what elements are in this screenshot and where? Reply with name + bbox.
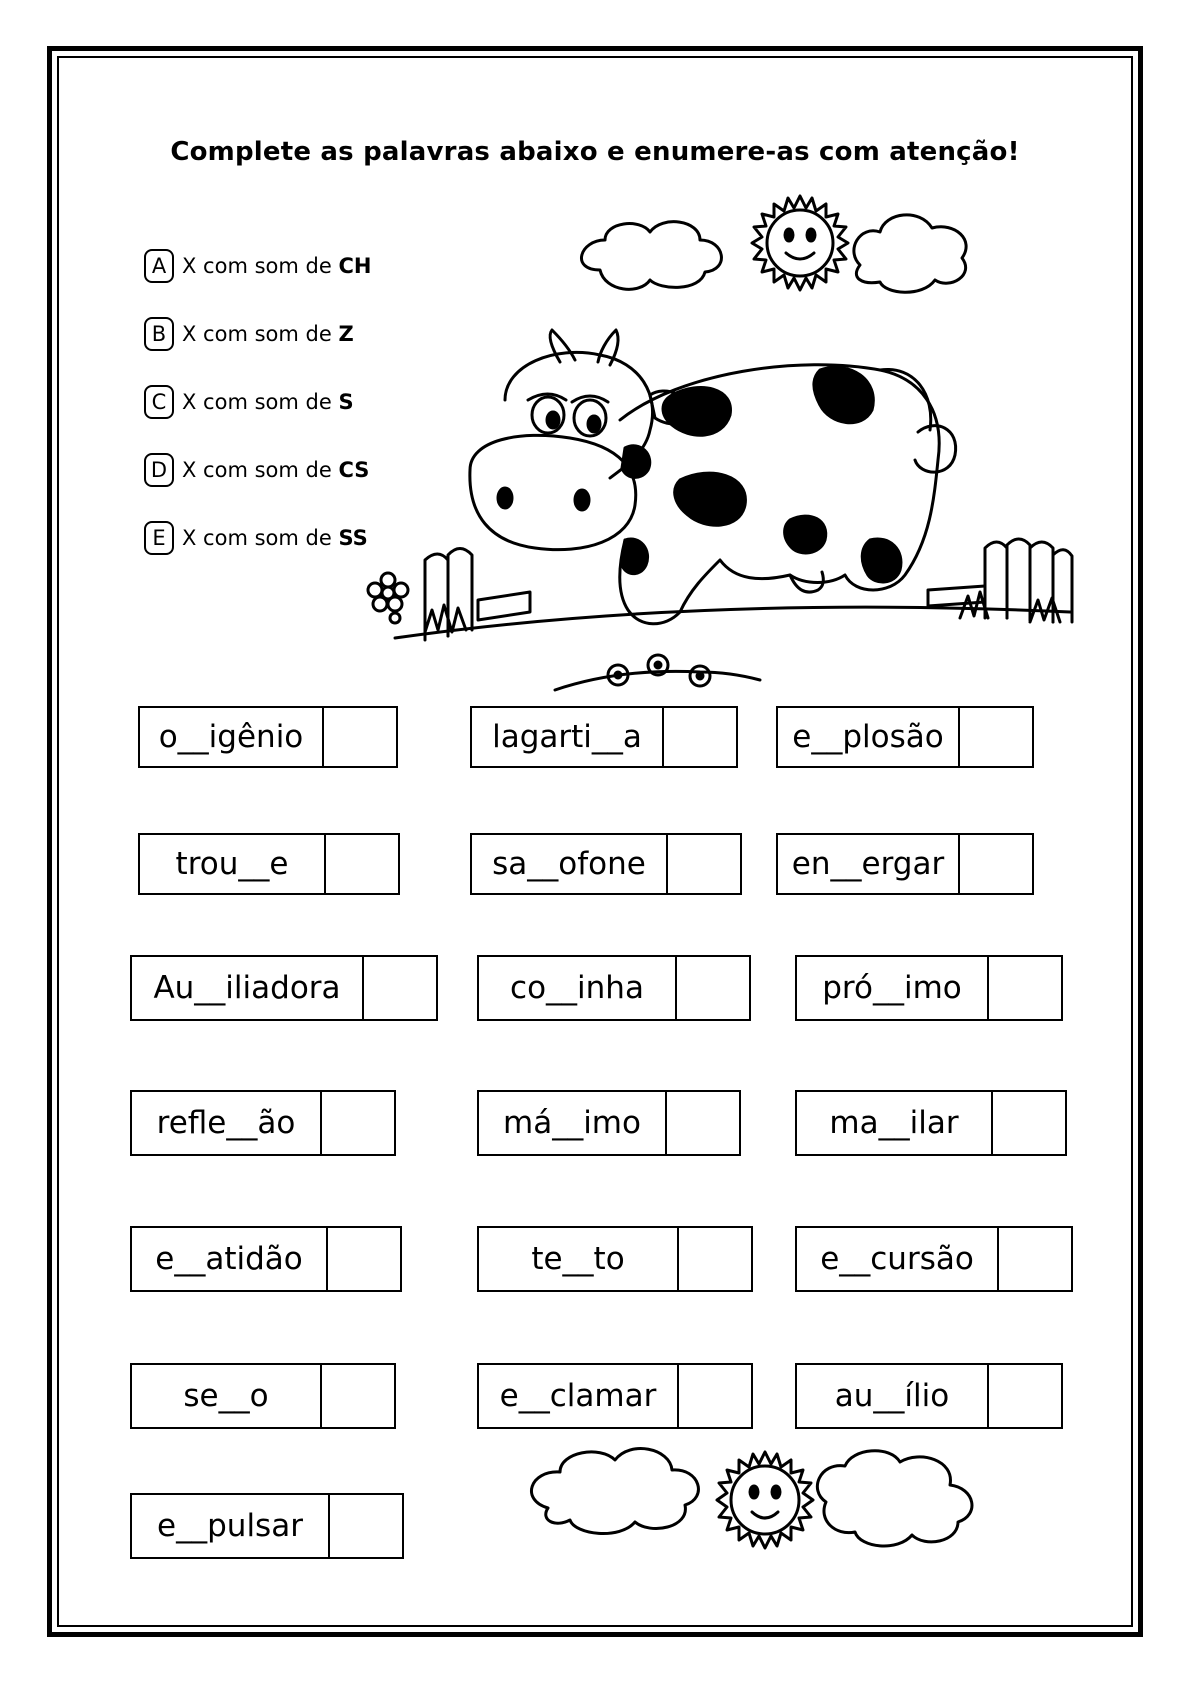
- answer-box[interactable]: [675, 957, 749, 1019]
- cow-scene-icon: [368, 330, 1072, 690]
- answer-box[interactable]: [665, 1092, 739, 1154]
- bottom-cloud-right-icon: [817, 1451, 972, 1546]
- legend-letter-badge: E: [144, 521, 174, 555]
- word-text: e__pulsar: [157, 1508, 303, 1544]
- word-text: má__imo: [503, 1105, 641, 1141]
- word-box: [138, 706, 398, 768]
- answer-box[interactable]: [677, 1228, 751, 1290]
- word-box: [477, 1363, 753, 1429]
- word-text: e__cursão: [820, 1241, 974, 1277]
- word-box: [776, 833, 1034, 895]
- page-title: Complete as palavras abaixo e enumere-as com atenção!: [170, 137, 1020, 167]
- word-text: sa__ofone: [492, 846, 646, 882]
- top-cloud-left-icon: [581, 222, 721, 290]
- word-text: o__igênio: [158, 719, 304, 755]
- word-text: lagarti__a: [492, 719, 642, 755]
- word-text: te__to: [531, 1241, 625, 1277]
- word-box: [130, 1493, 404, 1559]
- legend-text: X com som de: [182, 322, 339, 346]
- legend-text: X com som de: [182, 526, 339, 550]
- word-box: [795, 1363, 1063, 1429]
- answer-box[interactable]: [328, 1495, 402, 1557]
- word-text: co__inha: [510, 970, 644, 1006]
- answer-box[interactable]: [666, 835, 740, 893]
- word-text: Au__iliadora: [153, 970, 341, 1006]
- answer-box[interactable]: [362, 957, 436, 1019]
- word-box: [130, 1226, 402, 1292]
- word-text: e__clamar: [499, 1378, 657, 1414]
- answer-box[interactable]: [958, 835, 1032, 893]
- legend-text: X com som de: [182, 458, 339, 482]
- answer-box[interactable]: [677, 1365, 751, 1427]
- top-cloud-right-icon: [854, 215, 966, 292]
- word-text: e__plosão: [792, 719, 944, 755]
- word-box: [795, 955, 1063, 1021]
- word-box: [138, 833, 400, 895]
- answer-box[interactable]: [958, 708, 1032, 766]
- bottom-sun-icon: [717, 1452, 813, 1548]
- top-sun-icon: [752, 196, 848, 290]
- answer-box[interactable]: [662, 708, 736, 766]
- word-box: [795, 1226, 1073, 1292]
- word-text: e__atidão: [155, 1241, 303, 1277]
- legend-sound: CH: [338, 254, 372, 278]
- word-box: [477, 1090, 741, 1156]
- word-box: [477, 1226, 753, 1292]
- legend-letter-badge: A: [144, 249, 174, 283]
- answer-box[interactable]: [320, 1365, 394, 1427]
- word-text: se__o: [183, 1378, 269, 1414]
- answer-box[interactable]: [987, 957, 1061, 1019]
- answer-box[interactable]: [324, 835, 398, 893]
- legend-text: X com som de: [182, 254, 339, 278]
- answer-box[interactable]: [997, 1228, 1071, 1290]
- answer-box[interactable]: [326, 1228, 400, 1290]
- word-box: [130, 955, 438, 1021]
- legend-text: X com som de: [182, 390, 339, 414]
- word-text: refle__ão: [156, 1105, 296, 1141]
- answer-box[interactable]: [320, 1092, 394, 1154]
- word-text: en__ergar: [791, 846, 945, 882]
- word-box: [776, 706, 1034, 768]
- word-text: trou__e: [175, 846, 289, 882]
- legend-sound: SS: [338, 526, 368, 550]
- answer-box[interactable]: [987, 1365, 1061, 1427]
- word-box: [130, 1363, 396, 1429]
- bottom-cloud-left-icon: [531, 1449, 698, 1534]
- word-text: ma__ilar: [829, 1105, 959, 1141]
- legend-letter-badge: D: [144, 453, 174, 487]
- legend-sound: S: [338, 390, 354, 414]
- word-text: pró__imo: [822, 970, 962, 1006]
- answer-box[interactable]: [322, 708, 396, 766]
- word-box: [130, 1090, 396, 1156]
- word-box: [470, 706, 738, 768]
- legend-letter-badge: B: [144, 317, 174, 351]
- word-text: au__ílio: [834, 1378, 950, 1414]
- legend-sound: Z: [338, 322, 354, 346]
- word-box: [477, 955, 751, 1021]
- word-box: [795, 1090, 1067, 1156]
- legend-letter-badge: C: [144, 385, 174, 419]
- word-box: [470, 833, 742, 895]
- answer-box[interactable]: [991, 1092, 1065, 1154]
- legend-sound: CS: [338, 458, 370, 482]
